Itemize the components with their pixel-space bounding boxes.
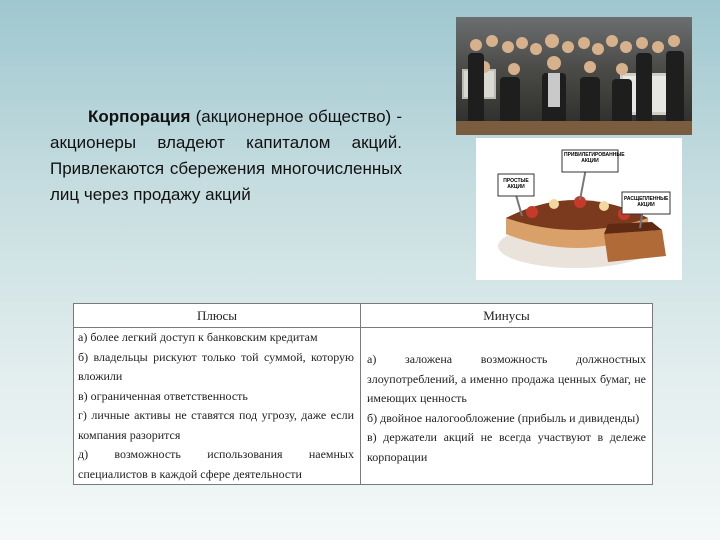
cons-item: в) держатели акций не всегда участвуют в дележе корпорации <box>367 430 646 464</box>
pros-cons-table <box>73 303 653 485</box>
pros-header: Плюсы <box>74 304 361 328</box>
definition-text <box>50 104 402 208</box>
cake-photo <box>476 138 682 280</box>
definition-term: Корпорация <box>88 107 191 126</box>
cake-sign-preferred: ПРИВИЛЕГИРОВАННЫЕ АКЦИИ <box>564 152 625 164</box>
table-row <box>74 328 653 485</box>
cake-sign-common: ПРОСТЫЕ АКЦИИ <box>503 178 529 190</box>
pros-item: г) личные активы не ставятся под угрозу, даже если компания разорится <box>78 408 354 442</box>
cons-item: а) заложена возможность должностных злоупотреблений, а именно продажа ценных бумаг, не имеющих ценность <box>367 352 646 405</box>
definition-body: (акционерное общество) - акционеры владеют капиталом акций. Привлекаются сбережения многочисленных лиц через продажу акций <box>50 107 402 204</box>
pros-item: в) ограниченная ответственность <box>78 388 248 403</box>
pros-item: а) более легкий доступ к банковским кредитам <box>78 330 318 344</box>
table-header-row <box>74 304 653 328</box>
people-illustration <box>456 17 692 135</box>
cons-cell <box>361 328 653 485</box>
cons-item: б) двойное налогообложение (прибыль и дивиденды) <box>367 410 640 425</box>
team-photo <box>456 17 692 135</box>
pros-cell <box>74 328 361 485</box>
cake-sign-split: РАСЩЕПЛЕННЫЕ АКЦИИ <box>624 196 669 208</box>
pros-item: д) возможность использования наемных специалистов в каждой сфере деятельности <box>78 447 354 481</box>
cons-header: Минусы <box>361 304 653 328</box>
pros-item: б) владельцы рискуют только той суммой, которую вложили <box>78 349 354 383</box>
